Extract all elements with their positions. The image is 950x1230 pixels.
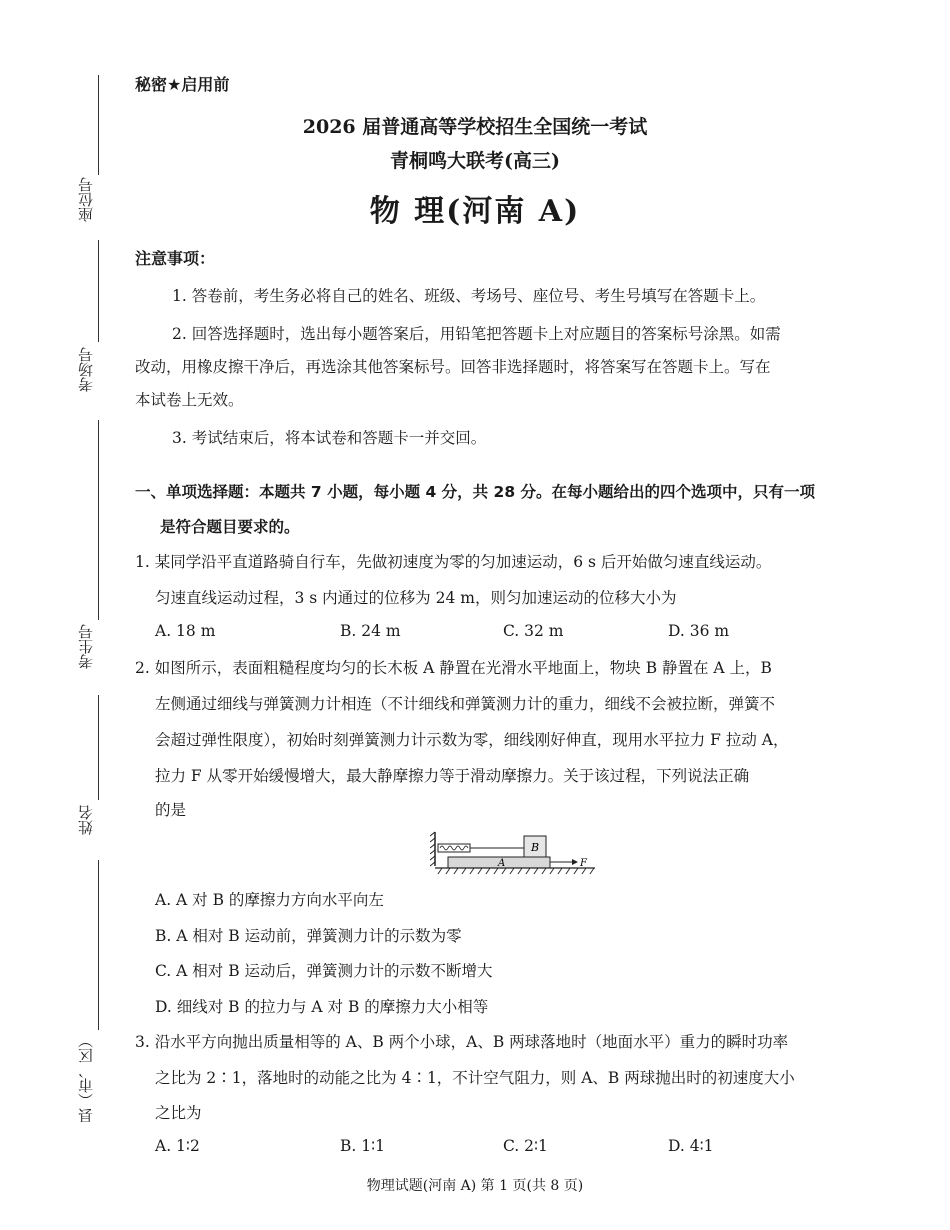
q2-stem: 2. 如图所示，表面粗糙程度均匀的长木板 A 静置在光滑水平地面上，物块 B 静置在 A 上，B — [135, 659, 772, 677]
q2-stem-cont: 会超过弹性限度），初始时刻弹簧测力计示数为零，细线刚好伸直，现用水平拉力 F 拉动 A， — [155, 731, 789, 749]
page-footer: 物理试题(河南 A) 第 1 页(共 8 页) — [366, 1178, 584, 1194]
q1-stem: 1. 某同学沿平直道路骑自行车，先做初速度为零的匀加速运动，6 s 后开始做匀速直线运动。 — [135, 553, 772, 571]
q3-option-a: A. 1∶2 — [155, 1137, 200, 1155]
q1-option-d: D. 36 m — [668, 622, 730, 640]
notice-item-2-cont: 本试卷上无效。 — [135, 391, 244, 409]
q3-option-d: D. 4∶1 — [668, 1137, 714, 1155]
q1-stem-cont: 匀速直线运动过程，3 s 内通过的位移为 24 m，则匀加速运动的位移大小为 — [155, 589, 677, 607]
union-title: 青桐鸣大联考(高三) — [390, 150, 560, 172]
q2-option-a: A. A 对 B 的摩擦力方向水平向左 — [155, 891, 384, 909]
q2-stem-cont: 左侧通过细线与弹簧测力计相连（不计细线和弹簧测力计的重力，细线不会被拉断，弹簧不 — [155, 695, 776, 713]
ground-hatch — [438, 868, 594, 874]
q2-option-d: D. 细线对 B 的拉力与 A 对 B 的摩擦力大小相等 — [155, 998, 489, 1016]
block-b-label: B — [531, 841, 540, 854]
margin-line — [98, 860, 99, 1030]
name-label: 姓名 — [77, 805, 95, 835]
force-label: F — [580, 858, 587, 869]
q2-stem-cont: 拉力 F 从零开始缓慢增大，最大静摩擦力等于滑动摩擦力。关于该过程，下列说法正确 — [155, 767, 750, 785]
county-label: 县（市、区） — [77, 1033, 95, 1123]
section-heading: 一、单项选择题：本题共 7 小题，每小题 4 分，共 28 分。在每小题给出的四个选项中，只有一项 — [135, 483, 816, 501]
spring-board-diagram — [430, 830, 600, 878]
q3-stem: 3. 沿水平方向抛出质量相等的 A、B 两个小球，A、B 两球落地时（地面水平）重力的瞬时功率 — [135, 1033, 789, 1051]
section-heading-cont: 是符合题目要求的。 — [160, 518, 300, 536]
board-a-label: A — [498, 858, 506, 869]
notice-item-2-cont: 改动，用橡皮擦干净后，再选涂其他答案标号。回答非选择题时，将答案写在答题卡上。写在 — [135, 358, 771, 376]
q1-option-a: A. 18 m — [155, 622, 216, 640]
q2-option-c: C. A 相对 B 运动后，弹簧测力计的示数不断增大 — [155, 962, 493, 980]
force-arrowhead — [572, 859, 578, 865]
q3-option-c: C. 2∶1 — [503, 1137, 548, 1155]
exam-room-label: 考场号 — [77, 347, 95, 393]
margin-line — [98, 420, 99, 620]
q3-stem-cont: 之比为 — [155, 1104, 202, 1122]
secret-mark: 秘密★启用前 — [135, 75, 230, 94]
subject-title: 物 理(河南 A) — [369, 194, 581, 229]
q1-option-c: C. 32 m — [503, 622, 564, 640]
spring-scale — [438, 844, 470, 852]
notice-item-1: 1. 答卷前，考生务必将自己的姓名、班级、考场号、座位号、考生号填写在答题卡上。 — [172, 287, 766, 305]
q1-option-b: B. 24 m — [340, 622, 401, 640]
margin-line — [98, 695, 99, 800]
notice-item-2: 2. 回答选择题时，选出每小题答案后，用铅笔把答题卡上对应题目的答案标号涂黑。如需 — [172, 325, 781, 343]
candidate-number-label: 考生号 — [77, 624, 95, 670]
margin-line — [98, 240, 99, 342]
q3-option-b: B. 1∶1 — [340, 1137, 386, 1155]
q3-stem-cont: 之比为 2∶1，落地时的动能之比为 4∶1，不计空气阻力，则 A、B 两球抛出时的初速度大小 — [155, 1069, 795, 1087]
notice-heading: 注意事项： — [135, 249, 216, 268]
seat-number-label: 座位号 — [77, 177, 95, 223]
q2-option-b: B. A 相对 B 运动前，弹簧测力计的示数为零 — [155, 927, 462, 945]
notice-item-3: 3. 考试结束后，将本试卷和答题卡一并交回。 — [172, 429, 487, 447]
exam-title: 2026 届普通高等学校招生全国统一考试 — [302, 116, 648, 138]
q2-stem-cont: 的是 — [155, 801, 187, 819]
